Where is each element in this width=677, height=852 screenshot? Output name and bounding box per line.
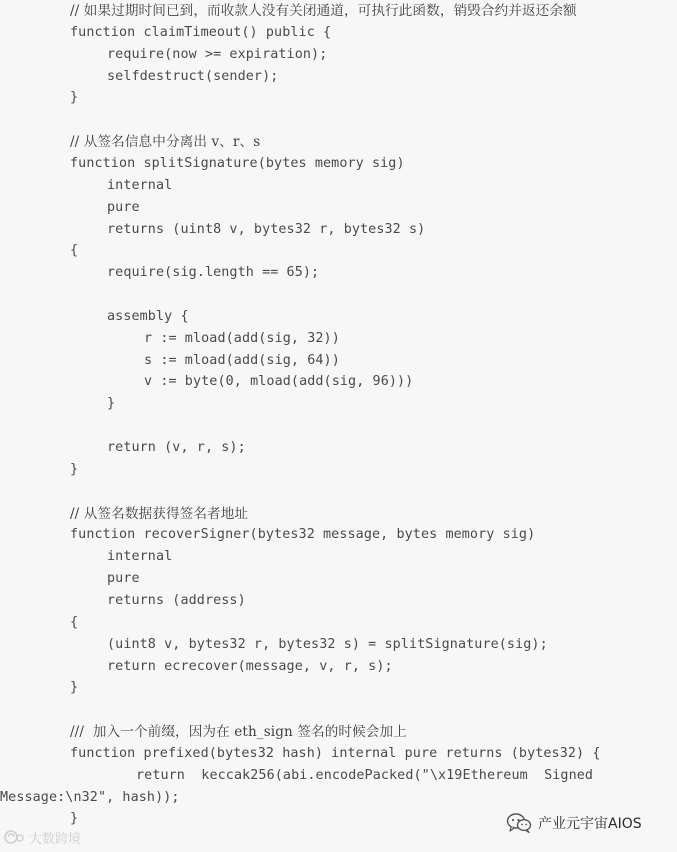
watermark-right-label: 产业元宇宙AIOS	[538, 816, 642, 832]
code-line: function recoverSigner(bytes32 message, bytes memory sig)	[70, 527, 536, 543]
code-line: returns (address)	[107, 592, 246, 608]
code-line: require(now >= expiration);	[107, 46, 328, 62]
code-line: returns (uint8 v, bytes32 r, bytes32 s)	[107, 221, 426, 237]
code-line: return ecrecover(message, v, r, s);	[107, 658, 393, 674]
watermark-right	[506, 811, 642, 835]
code-line: }	[70, 811, 79, 827]
code-line: pure	[107, 199, 140, 215]
code-line: }	[70, 680, 79, 696]
wechat-icon	[506, 812, 532, 834]
code-line: s := mload(add(sig, 64))	[144, 352, 340, 368]
code-line: function prefixed(bytes32 hash) internal pure returns (bytes32) {	[70, 745, 601, 761]
code-comment-line: // 从签名数据获得签名者地址	[70, 505, 249, 522]
code-line: }	[70, 461, 79, 477]
code-comment-line: // 如果过期时间已到，而收款人没有关闭通道，可执行此函数，销毁合约并返还余额	[70, 3, 577, 19]
watermark-logo-icon	[4, 829, 26, 845]
code-comment-line: // 从签名信息中分离出 v、r、s	[70, 134, 261, 151]
code-line: }	[107, 396, 116, 412]
code-line: require(sig.length == 65);	[107, 265, 320, 281]
code-line: }	[70, 90, 79, 106]
code-line: return (v, r, s);	[107, 440, 246, 455]
code-line: assembly {	[107, 308, 189, 324]
code-line: r := mload(add(sig, 32))	[144, 330, 340, 346]
code-line: {	[70, 243, 79, 259]
code-line: internal	[107, 177, 173, 193]
code-comment-line: /// 加入一个前缀，因为在 eth_sign 签名的时候会加上	[70, 724, 407, 741]
code-line: (uint8 v, bytes32 r, bytes32 s) = splitSignature(sig);	[107, 636, 548, 652]
code-line: {	[70, 614, 79, 630]
code-line: internal	[107, 549, 173, 565]
code-line: selfdestruct(sender);	[107, 68, 279, 84]
code-line: return keccak256(abi.encodePacked("\x19Ethereum Signed	[136, 767, 594, 783]
watermark-left-label: 大数跨境	[29, 831, 82, 847]
watermark-left	[4, 827, 81, 847]
code-line: v := byte(0, mload(add(sig, 96)))	[144, 374, 414, 390]
code-line: function splitSignature(bytes memory sig)	[70, 155, 405, 171]
code-line: function claimTimeout() public {	[70, 24, 332, 40]
code-line: pure	[107, 571, 140, 587]
code-line: Message:\n32", hash));	[0, 789, 180, 805]
